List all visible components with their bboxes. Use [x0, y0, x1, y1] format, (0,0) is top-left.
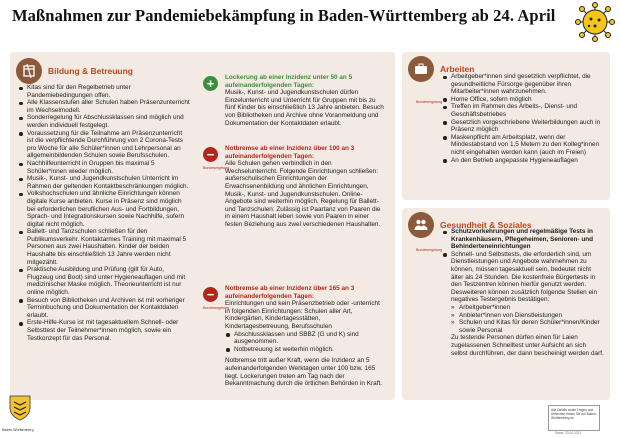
minus-icon: − — [203, 147, 218, 162]
bildung-list — [18, 84, 190, 342]
list-item: Gesetzlich vorgeschriebene Weiterbildungen auch in Präsenz möglich — [442, 119, 604, 134]
arbeiten-panel — [402, 52, 610, 200]
briefcase-icon — [408, 56, 434, 82]
bundesregelung-tag: Bundesregelung — [203, 306, 230, 310]
list-item: Schnell- und Selbsttests, die erforderlich sind, um Dienstleistungen und Angebote wahrnehmen zu können, müssen tagesaktuell sein, bedeutet nicht älter als 24 Stunden. Die kostenfreie Bürgertests in den Testzentren können hierfür genutzt werden. Desweiteren können zusätzlich folgende Stellen ein negatives Testergebnis bestätigen: — [442, 251, 604, 304]
list-item: Notbetreuung ist weiterhin möglich. — [225, 346, 385, 354]
list-item: Sonderregelung für Abschlussklassen sind möglich und werden individuell festgelegt. — [18, 114, 190, 129]
bildung-panel — [10, 52, 395, 400]
list-item: » Anbieter*innen von Dienstleistungen — [450, 312, 604, 320]
virus-icon — [575, 2, 615, 42]
gesundheit-body — [442, 228, 604, 357]
notbremse-165-heading: Notbremse ab einer Inzidenz über 165 an 3 aufeinanderfolgenden Tagen: — [225, 285, 355, 300]
list-item: » Arbeitgeber*innen — [450, 304, 604, 312]
arbeiten-label: Arbeiten — [440, 64, 475, 74]
list-item: Abschlussklassen und SBBZ (G und K) sind ausgenommen. — [225, 331, 385, 346]
minus-icon: − — [203, 287, 218, 302]
bundesregelung-tag: Bundesregelung — [416, 100, 443, 104]
list-item: Erste-Hilfe-Kurse ist mit tagesaktuellem Schnell- oder Selbsttest der Teilnehmer*innen möglich, sowie ein Testkonzept für das Personal. — [18, 319, 190, 342]
lockerung-heading: Lockerung ab einer Inzidenz unter 50 an 5 aufeinanderfolgenden Tagen: — [225, 74, 353, 89]
notbremse-165-text: Einrichtungen und kein Präsenzbetrieb oder -unterricht in folgenden Einrichtungen: Schulen aller Art, Kindergärten, Kindertagesstätten, Kindertagesbetreuung, Berufsschulen — [225, 300, 380, 330]
list-item: Besuch von Bibliotheken und Archiven ist mit vorheriger Terminbuchung und Dokumentation der Kontaktdaten erlaubt. — [18, 297, 190, 320]
bildung-rules-column — [203, 74, 389, 396]
list-item: Alle Klassenstufen aller Schulen haben Präsenzunterricht im Wechselmodell. — [18, 99, 190, 114]
school-icon — [16, 58, 42, 84]
state-name: Baden-Württemberg — [2, 428, 34, 432]
list-item: Maskenpflicht am Arbeitsplatz, wenn der Mindestabstand von 1,5 Metern zu den Kolleg*innen nicht eingehalten werden kann (auch im Freien) — [442, 134, 604, 157]
gesundheit-label: Gesundheit & Soziales — [440, 220, 532, 230]
stand-date: Stand: 23.04.2021 — [555, 431, 582, 435]
bildung-header — [16, 58, 133, 84]
list-item: Arbeitgeber*innen sind gesetzlich verpflichtet, die gesundheitliche Fürsorge gegenüber ihren Mitarbeiter*innen wahrzunehmen. — [442, 73, 604, 96]
notbremse-footer: Notbremse tritt außer Kraft, wenn die Inzidenz an 5 aufeinanderfolgenden Werktagen unter 100 bzw. 165 liegt. Lockerungen treten am Tag nach der Bekanntmachung durch die örtlichen Behörden in Kraft. — [225, 357, 383, 388]
list-item: Musik-, Kunst- und Jugendkunstschulen Unterricht im Rahmen der geltenden Kontaktbeschränkungen möglich. — [18, 175, 190, 190]
people-icon — [408, 212, 434, 238]
arbeiten-list — [442, 73, 604, 164]
list-item: An den Betrieb angepasste Hygieneauflagen — [442, 157, 604, 165]
page-title: Maßnahmen zur Pandemiebekämpfung in Baden-Württemberg ab 24. April — [12, 6, 556, 25]
list-item: » Schulen und Kitas für deren Schüler*innen/Kinder sowie Personal — [450, 319, 604, 334]
state-crest-logo — [5, 392, 35, 422]
bundesregelung-tag: Bundesregelung — [416, 248, 443, 252]
list-item: Home Office, sofern möglich — [442, 96, 604, 104]
gesundheit-panel — [402, 208, 610, 400]
gesundheit-footer: Zu testende Personen dürfen einen für Laien zugelassenen Schnelltest unter Aufsicht an sich selbst durchführen, der dann bescheinigt werden darf. — [451, 334, 604, 357]
notbremse-100-heading: Notbremse ab einer Inzidenz über 100 an 3 aufeinanderfolgenden Tagen: — [225, 145, 355, 160]
lockerung-text: Musik-, Kunst- und Jugendkunstschulen dürfen Einzelunterricht und Unterricht für Gruppen mit bis zu fünf Kinder bis einschließlich 13 Jahre anbieten. Besuch von Bibliotheken und Archive ohne Voranmeldung und Dokumentation der Kontaktdaten erlaubt. — [225, 89, 384, 127]
info-hint-box: Alle Details sowie Fragen und Antworten finden Sie auf Baden-Württemberg.de — [548, 405, 600, 431]
list-item: Schutzvorkehrungen und regelmäßige Tests in Krankenhäusern, Pflegeheimen, Senioren- und Behinderteneinrichtungen — [442, 228, 604, 251]
list-item: Nachhilfeunterricht in Gruppen bis maximal 5 Schüler*innen wieder möglich. — [18, 160, 190, 175]
list-item: Kitas sind für den Regelbetrieb unter Pandemiebedingungen offen. — [18, 84, 190, 99]
notbremse-100-text: Alle Schulen gehen verbindlich in den Wechselunterricht. Folgende Einrichtungen schließen: außerschulischen Einrichtungen der Erwachsenenbildung und ähnlichen Einrichtungen, Musik-, Kunst- und Jugendkunstschulen. Online-Angebote sind weiterhin möglich. Regelung für Ballett- und Tanzschulen: Zulässig ist Paartanz von Paaren die in einem Haushalt leben sowie von Paaren in einer festen Beziehung aus zwei verschiedenen Haushalten. — [225, 160, 381, 228]
list-item: Treffen im Rahmen des Arbeits-, Dienst- und Geschäftsbetriebes — [442, 103, 604, 118]
list-item: Ballett- und Tanzschulen schließen für den Publikumsverkehr. Kontaktarmes Training mit maximal 5 Personen aus zwei Haushalten. Kinder der beiden Haushalte bis einschließlich 13 Jahre werden nicht mitgezählt. — [18, 228, 190, 266]
list-item: Voraussetzung für die Teilnahme am Präsenzunterricht ist die verpflichtende Durchführung von 2 Corona-Tests pro Woche für alle Schüler*innen und Lehrpersonal an allgemeinbildenden Schulen sowie Berufsschulen. — [18, 130, 190, 160]
list-item: Praktische Ausbildung und Prüfung (gilt für Auto, Flugzeug und Boot) sind unter Hygieneauflagen und mit medizinischer Maske möglich. Theorieunterricht ist nur online möglich. — [18, 266, 190, 296]
bundesregelung-tag: Bundesregelung — [203, 166, 230, 170]
bildung-label: Bildung & Betreuung — [48, 66, 133, 76]
plus-icon: + — [203, 76, 218, 91]
list-item: Volkshochschulen und ähnliche Einrichtungen können digitale Kurse anbieten. Kurse in Präsenz sind möglich bei erforderlichen beruflichen Aus- und Fortbildungen, Sprach- und Integrationskursen sowie Nachhilfe, sofern digital nicht möglich. — [18, 190, 190, 228]
